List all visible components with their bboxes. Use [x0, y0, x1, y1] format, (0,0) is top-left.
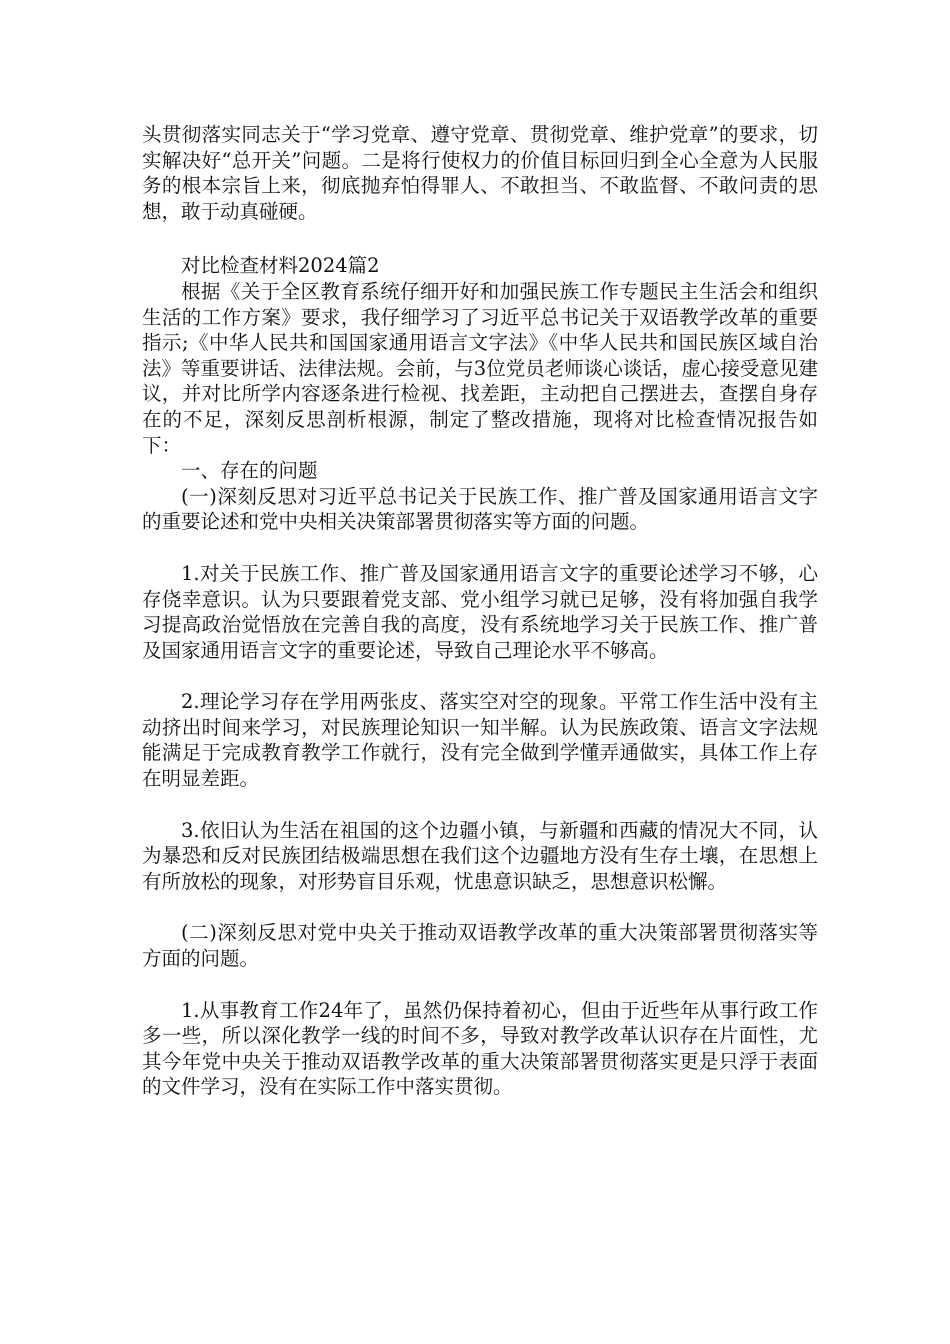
section-title: 对比检查材料2024篇2	[181, 254, 380, 278]
paragraph-intro: 根据《关于全区教育系统仔细开好和加强民族工作专题民主生活会和组织生活的工作方案》要求，我仔细学习了习近平总书记关于双语教学改革的重要指示;《中华人民共和国国家通用语言文字法》《中华人民共和国民族区域自治法》等重要讲话、法律法规。会前，与3位党员老师谈心谈话，虚心接受意见建议，并对比所学内容逐条进行检视、找差距，主动把自己摆进去，查摆自身存在的不足，深刻反思剖析根源，制定了整改措施，现将对比检查情况报告如下：	[142, 279, 818, 457]
list-item-1-1: 1.对关于民族工作、推广普及国家通用语言文字的重要论述学习不够，心存侥幸意识。认为只要跟着党支部、党小组学习就已足够，没有将加强自我学习提高政治觉悟放在完善自我的高度，没有系统地学习关于民族工作、推广普及国家通用语言文字的重要论述，导致自己理论水平不够高。	[142, 561, 818, 662]
list-item-2-1: 1.从事教育工作24年了，虽然仍保持着初心，但由于近些年从事行政工作多一些，所以深化教学一线的时间不多，导致对教学改革认识存在片面性，尤其今年党中央关于推动双语教学改革的重大决策部署贯彻落实更是只浮于表面的文件学习，没有在实际工作中落实贯彻。	[142, 998, 818, 1099]
list-item-1-2: 2.理论学习存在学用两张皮、落实空对空的现象。平常工作生活中没有主动挤出时间来学习，对民族理论知识一知半解。认为民族政策、语言文字法规能满足于完成教育教学工作就行，没有完全做到学懂弄通做实，具体工作上存在明显差距。	[142, 690, 818, 791]
heading-problems: 一、存在的问题	[181, 459, 318, 483]
subheading-1: (一)深刻反思对习近平总书记关于民族工作、推广普及国家通用语言文字的重要论述和党中央相关决策部署贯彻落实等方面的问题。	[142, 484, 818, 534]
document-page	[142, 122, 818, 1100]
paragraph-continued: 头贯彻落实同志关于“学习党章、遵守党章、贯彻党章、维护党章”的要求，切实解决好“总开关”问题。二是将行使权力的价值目标回归到全心全意为人民服务的根本宗旨上来，彻底抛弃怕得罪人、不敢担当、不敢监督、不敢问责的思想，敢于动真碰硬。	[142, 123, 818, 223]
subheading-2: (二)深刻反思对党中央关于推动双语教学改革的重大决策部署贯彻落实等方面的问题。	[142, 921, 818, 971]
list-item-1-3: 3.依旧认为生活在祖国的这个边疆小镇，与新疆和西藏的情况大不同，认为暴恐和反对民族团结极端思想在我们这个边疆地方没有生存土壤，在思想上有所放松的现象，对形势盲目乐观，忧患意识缺乏，思想意识松懈。	[142, 818, 818, 893]
